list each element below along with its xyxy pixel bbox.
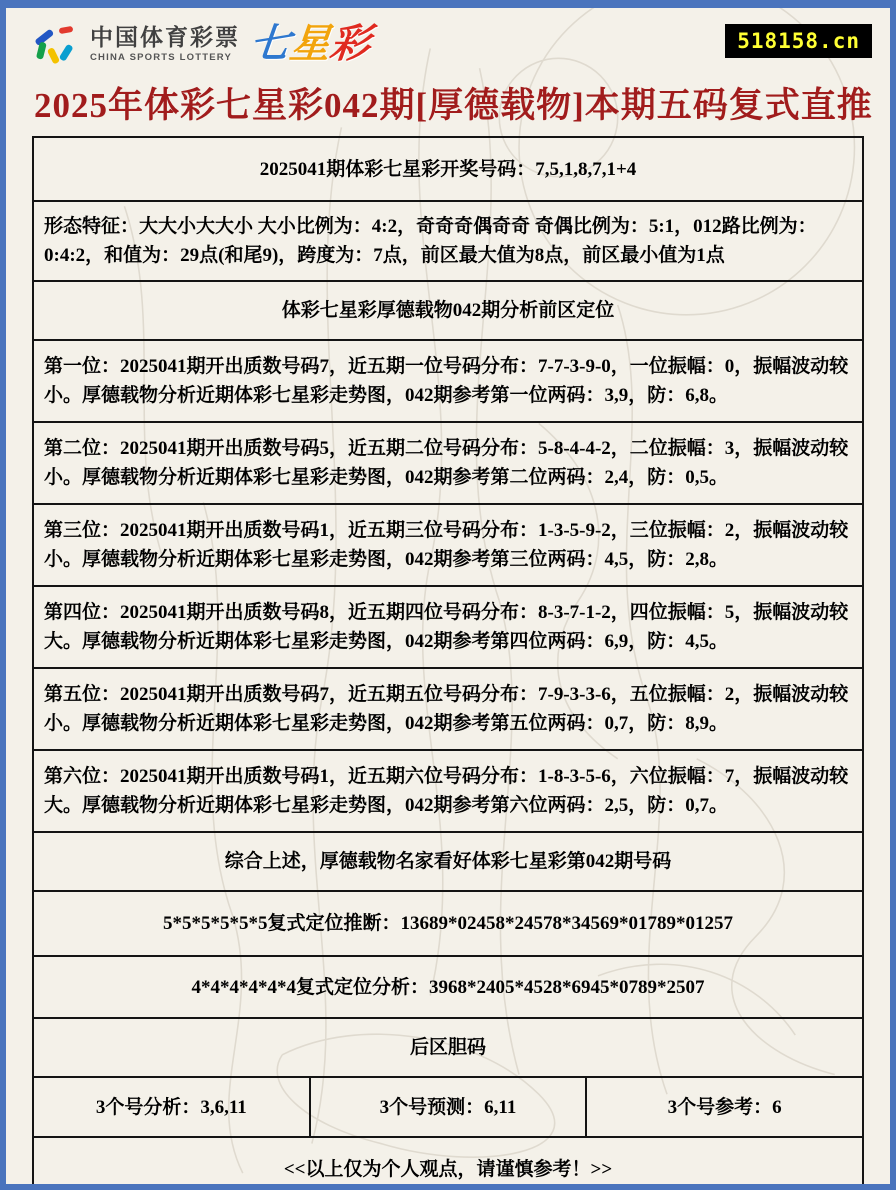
sports-lottery-logo <box>32 20 373 68</box>
page-title: 2025年体彩七星彩042期[厚德载物]本期五码复式直推 <box>34 86 873 125</box>
position-row-3: 第三位：2025041期开出质数号码1，近五期三位号码分布：1-3-5-9-2，三位振幅：2，振幅波动较小。厚德载物分析近期体彩七星彩走势图，042期参考第三位两码：4,5，防：2,8。 <box>33 504 863 586</box>
backzone-cell-analysis: 3个号分析：3,6,11 <box>33 1077 310 1137</box>
analysis-table <box>32 136 864 1190</box>
backzone-row <box>33 1077 863 1137</box>
duplex-5-row: 5*5*5*5*5*5复式定位推断：13689*02458*24578*34569*01789*01257 <box>33 891 863 956</box>
lottery-pinwheel-icon <box>32 20 82 68</box>
brand-text <box>90 25 240 62</box>
backzone-cell-reference: 3个号参考：6 <box>586 1077 863 1137</box>
position-row-6: 第六位：2025041期开出质数号码1，近五期六位号码分布：1-8-3-5-6，六位振幅：7，振幅波动较大。厚德载物分析近期体彩七星彩走势图，042期参考第六位两码：2,5，防：0,7。 <box>33 750 863 832</box>
brand-name-cn: 中国体育彩票 <box>90 24 240 51</box>
product-name: 七星彩 <box>247 22 373 66</box>
summary-row: 综合上述，厚德载物名家看好体彩七星彩第042期号码 <box>33 832 863 891</box>
backzone-cell-prediction: 3个号预测：6,11 <box>310 1077 587 1137</box>
draw-result-row: 2025041期体彩七星彩开奖号码：7,5,1,8,7,1+4 <box>33 137 863 201</box>
header <box>6 8 890 78</box>
brand-name-en: CHINA SPORTS LOTTERY <box>90 51 233 63</box>
position-row-5: 第五位：2025041期开出质数号码7，近五期五位号码分布：7-9-3-3-6，五位振幅：2，振幅波动较小。厚德载物分析近期体彩七星彩走势图，042期参考第五位两码：0,7，防：8,9。 <box>33 668 863 750</box>
pattern-features-row: 形态特征：大大小大大小 大小比例为：4:2，奇奇奇偶奇奇 奇偶比例为：5:1，012路比例为：0:4:2，和值为：29点(和尾9)，跨度为：7点，前区最大值为8点，前区最小值为1点 <box>33 201 863 281</box>
position-row-1: 第一位：2025041期开出质数号码7，近五期一位号码分布：7-7-3-9-0，一位振幅：0，振幅波动较小。厚德载物分析近期体彩七星彩走势图，042期参考第一位两码：3,9，防：6,8。 <box>33 340 863 422</box>
disclaimer-row: <<以上仅为个人观点，请谨慎参考！>> <box>33 1137 863 1190</box>
site-badge: 518158.cn <box>725 24 872 58</box>
section-header-row: 体彩七星彩厚德载物042期分析前区定位 <box>33 281 863 340</box>
backzone-header-row: 后区胆码 <box>33 1018 863 1077</box>
position-row-4: 第四位：2025041期开出质数号码8，近五期四位号码分布：8-3-7-1-2，四位振幅：5，振幅波动较大。厚德载物分析近期体彩七星彩走势图，042期参考第四位两码：6,9，防：4,5。 <box>33 586 863 668</box>
duplex-4-row: 4*4*4*4*4*4复式定位分析：3968*2405*4528*6945*0789*2507 <box>33 956 863 1018</box>
position-row-2: 第二位：2025041期开出质数号码5，近五期二位号码分布：5-8-4-4-2，二位振幅：3，振幅波动较小。厚德载物分析近期体彩七星彩走势图，042期参考第二位两码：2,4，防：0,5。 <box>33 422 863 504</box>
